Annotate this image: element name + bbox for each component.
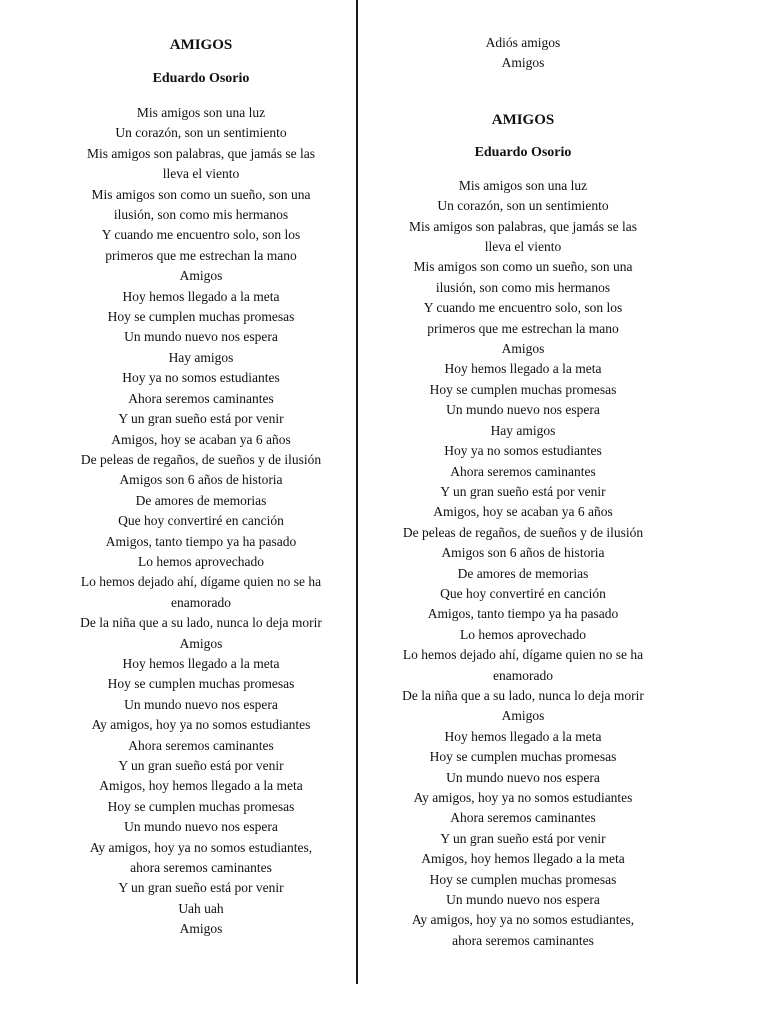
- lyric-line: Uah uah: [178, 900, 224, 916]
- song-title: AMIGOS: [491, 111, 555, 128]
- lyric-line: Amigos: [179, 921, 223, 937]
- lyric-line: Amigos: [179, 268, 223, 284]
- lyric-line: lleva el viento: [162, 166, 240, 182]
- lyric-line: lleva el viento: [484, 239, 562, 255]
- lyric-line: Un mundo nuevo nos espera: [446, 892, 600, 908]
- lyric-line: Un corazón, son un sentimiento: [115, 125, 287, 141]
- lyric-line: Hoy se cumplen muchas promesas: [429, 749, 617, 765]
- lyric-line: enamorado: [493, 667, 553, 683]
- lyric-line: Amigos: [501, 341, 545, 357]
- lyric-line: ahora seremos caminantes: [452, 932, 594, 948]
- lyric-line: Hoy se cumplen muchas promesas: [429, 871, 617, 887]
- lyric-line: Ay amigos, hoy ya no somos estudiantes,: [89, 839, 313, 855]
- lyric-line: Lo hemos aprovechado: [138, 553, 264, 569]
- lyric-line: Y un gran sueño está por venir: [118, 880, 284, 896]
- lyric-line: Amigos son 6 años de historia: [119, 472, 283, 488]
- lyric-line: Hoy se cumplen muchas promesas: [107, 676, 295, 692]
- lyric-line: Ahora seremos caminantes: [128, 390, 274, 406]
- left-column: [60, 0, 342, 940]
- lyric-line: Amigos, tanto tiempo ya ha pasado: [105, 533, 297, 549]
- column-divider: [356, 0, 358, 984]
- lyric-line: Mis amigos son palabras, que jamás se las: [87, 145, 315, 161]
- lyric-line: Ahora seremos caminantes: [128, 737, 274, 753]
- lyric-line: Un mundo nuevo nos espera: [124, 696, 278, 712]
- lyric-line: Y cuando me encuentro solo, son los: [423, 300, 623, 316]
- lyric-line: Hoy hemos llegado a la meta: [444, 361, 602, 377]
- lyric-line: Amigos son 6 años de historia: [441, 545, 605, 561]
- lyric-line: Y un gran sueño está por venir: [440, 483, 606, 499]
- lyric-line: Y un gran sueño está por venir: [118, 758, 284, 773]
- lyric-line: De peleas de regaños, de sueños y de ilusión: [80, 451, 322, 467]
- lyric-line: Amigos, tanto tiempo ya ha pasado: [427, 606, 619, 622]
- lyric-line: Y un gran sueño está por venir: [118, 411, 284, 427]
- lyric-line: ilusión, son como mis hermanos: [435, 279, 611, 295]
- lyric-line: Que hoy convertiré en canción: [118, 513, 284, 529]
- lyric-line: Hoy ya no somos estudiantes: [122, 370, 280, 386]
- lyrics-block: [380, 176, 666, 951]
- lyric-line: Y cuando me encuentro solo, son los: [101, 227, 301, 243]
- lyric-line: primeros que me estrechan la mano: [427, 320, 619, 336]
- lyric-line: Mis amigos son una luz: [458, 177, 588, 193]
- lyric-line: Ahora seremos caminantes: [450, 463, 596, 479]
- lyric-line: Lo hemos dejado ahí, dígame quien no se ha: [402, 647, 644, 663]
- lyric-line: De amores de memorias: [457, 565, 589, 581]
- lyric-line: Un mundo nuevo nos espera: [446, 402, 600, 418]
- lyric-line: Mis amigos son palabras, que jamás se las: [409, 218, 637, 234]
- lyric-line: Que hoy convertiré en canción: [440, 585, 606, 601]
- lyric-line: Un mundo nuevo nos espera: [446, 769, 600, 785]
- lyric-line: Lo hemos dejado ahí, dígame quien no se ha: [80, 574, 322, 590]
- right-column: [380, 0, 666, 951]
- lyric-line: primeros que me estrechan la mano: [105, 247, 297, 263]
- lyric-line: Mis amigos son como un sueño, son una: [91, 186, 311, 202]
- song-author: Eduardo Osorio: [152, 71, 250, 86]
- lyric-line: Hoy ya no somos estudiantes: [444, 443, 602, 459]
- lyric-line: Lo hemos aprovechado: [460, 626, 586, 642]
- lyric-line: ahora seremos caminantes: [130, 860, 272, 876]
- lyric-line: De amores de memorias: [135, 492, 267, 508]
- lyric-line: Amigos: [501, 55, 545, 71]
- lyric-line: ilusión, son como mis hermanos: [113, 207, 289, 223]
- lyric-line: Ay amigos, hoy ya no somos estudiantes: [413, 790, 633, 805]
- lyric-line: Hoy hemos llegado a la meta: [122, 288, 280, 304]
- lyric-line: Hoy se cumplen muchas promesas: [429, 381, 617, 397]
- lyric-line: De la niña que a su lado, nunca lo deja morir: [402, 687, 644, 703]
- lyric-line: Hay amigos: [490, 422, 556, 438]
- lyric-line: Amigos, hoy hemos llegado a la meta: [99, 778, 303, 794]
- lyric-line: Amigos, hoy se acaban ya 6 años: [111, 431, 291, 447]
- lyric-line: Hoy hemos llegado a la meta: [122, 655, 280, 671]
- lyric-line: Y un gran sueño está por venir: [440, 830, 606, 846]
- continued-lyrics-block: [380, 33, 666, 74]
- lyric-line: Un corazón, son un sentimiento: [437, 198, 609, 214]
- lyric-line: Amigos, hoy se acaban ya 6 años: [433, 504, 613, 520]
- lyric-line: Hoy hemos llegado a la meta: [444, 728, 602, 744]
- lyric-line: De peleas de regaños, de sueños y de ilusión: [402, 524, 644, 540]
- lyric-line: Ahora seremos caminantes: [450, 810, 596, 826]
- lyric-line: Hay amigos: [168, 349, 234, 365]
- lyric-line: Adiós amigos: [485, 35, 561, 50]
- lyric-line: Hoy se cumplen muchas promesas: [107, 798, 295, 814]
- lyric-line: Amigos: [501, 708, 545, 724]
- song-title: AMIGOS: [169, 37, 233, 53]
- lyric-line: Ay amigos, hoy ya no somos estudiantes,: [411, 912, 635, 928]
- lyric-line: Un mundo nuevo nos espera: [124, 329, 278, 345]
- lyric-line: Un mundo nuevo nos espera: [124, 819, 278, 835]
- lyrics-block: [60, 103, 342, 940]
- lyric-line: Ay amigos, hoy ya no somos estudiantes: [91, 717, 311, 733]
- lyric-line: Mis amigos son como un sueño, son una: [413, 259, 633, 275]
- song-author: Eduardo Osorio: [474, 144, 572, 160]
- lyric-line: De la niña que a su lado, nunca lo deja morir: [80, 615, 322, 631]
- lyric-line: Amigos: [179, 635, 223, 651]
- lyric-line: Mis amigos son una luz: [136, 105, 266, 120]
- lyric-line: Amigos, hoy hemos llegado a la meta: [421, 851, 625, 867]
- lyric-line: Hoy se cumplen muchas promesas: [107, 309, 295, 325]
- lyric-line: enamorado: [171, 594, 231, 610]
